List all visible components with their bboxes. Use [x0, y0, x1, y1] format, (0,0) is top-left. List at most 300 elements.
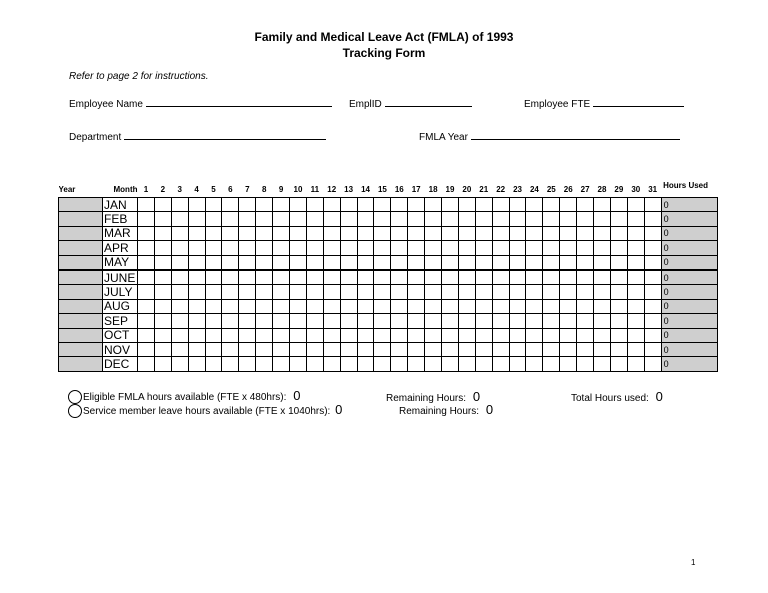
day-cell[interactable] [306, 212, 323, 226]
day-cell[interactable] [594, 255, 611, 270]
day-cell[interactable] [205, 212, 222, 226]
day-cell[interactable] [442, 255, 459, 270]
day-cell[interactable] [526, 226, 543, 240]
day-cell[interactable] [509, 212, 526, 226]
day-cell[interactable] [644, 357, 661, 371]
day-cell[interactable] [577, 226, 594, 240]
day-cell[interactable] [171, 314, 188, 328]
day-cell[interactable] [644, 285, 661, 299]
day-cell[interactable] [408, 241, 425, 255]
day-cell[interactable] [306, 328, 323, 342]
day-cell[interactable] [222, 285, 239, 299]
day-cell[interactable] [154, 270, 171, 285]
day-cell[interactable] [205, 255, 222, 270]
day-cell[interactable] [475, 357, 492, 371]
day-cell[interactable] [526, 255, 543, 270]
day-cell[interactable] [627, 314, 644, 328]
day-cell[interactable] [475, 226, 492, 240]
day-cell[interactable] [408, 342, 425, 356]
day-cell[interactable] [290, 255, 307, 270]
day-cell[interactable] [340, 357, 357, 371]
day-cell[interactable] [222, 212, 239, 226]
day-cell[interactable] [458, 299, 475, 313]
day-cell[interactable] [306, 357, 323, 371]
day-cell[interactable] [442, 285, 459, 299]
day-cell[interactable] [239, 285, 256, 299]
day-cell[interactable] [256, 328, 273, 342]
day-cell[interactable] [425, 198, 442, 212]
day-cell[interactable] [188, 255, 205, 270]
day-cell[interactable] [290, 212, 307, 226]
year-cell[interactable] [59, 270, 103, 285]
day-cell[interactable] [442, 270, 459, 285]
day-cell[interactable] [594, 226, 611, 240]
day-cell[interactable] [306, 198, 323, 212]
department-field[interactable] [69, 130, 326, 143]
day-cell[interactable] [610, 198, 627, 212]
day-cell[interactable] [222, 299, 239, 313]
day-cell[interactable] [627, 285, 644, 299]
day-cell[interactable] [391, 270, 408, 285]
day-cell[interactable] [340, 198, 357, 212]
day-cell[interactable] [577, 342, 594, 356]
day-cell[interactable] [492, 285, 509, 299]
day-cell[interactable] [205, 342, 222, 356]
day-cell[interactable] [627, 212, 644, 226]
day-cell[interactable] [290, 198, 307, 212]
day-cell[interactable] [357, 342, 374, 356]
day-cell[interactable] [577, 255, 594, 270]
day-cell[interactable] [239, 270, 256, 285]
year-cell[interactable] [59, 299, 103, 313]
day-cell[interactable] [391, 357, 408, 371]
day-cell[interactable] [323, 285, 340, 299]
day-cell[interactable] [594, 328, 611, 342]
day-cell[interactable] [171, 270, 188, 285]
day-cell[interactable] [644, 198, 661, 212]
day-cell[interactable] [374, 328, 391, 342]
day-cell[interactable] [526, 198, 543, 212]
day-cell[interactable] [357, 255, 374, 270]
day-cell[interactable] [509, 314, 526, 328]
day-cell[interactable] [138, 299, 155, 313]
day-cell[interactable] [560, 314, 577, 328]
day-cell[interactable] [577, 357, 594, 371]
day-cell[interactable] [526, 212, 543, 226]
year-cell[interactable] [59, 342, 103, 356]
day-cell[interactable] [290, 342, 307, 356]
day-cell[interactable] [256, 198, 273, 212]
day-cell[interactable] [627, 241, 644, 255]
day-cell[interactable] [357, 241, 374, 255]
day-cell[interactable] [290, 226, 307, 240]
day-cell[interactable] [425, 255, 442, 270]
day-cell[interactable] [627, 270, 644, 285]
day-cell[interactable] [290, 285, 307, 299]
day-cell[interactable] [458, 285, 475, 299]
day-cell[interactable] [138, 241, 155, 255]
day-cell[interactable] [475, 328, 492, 342]
day-cell[interactable] [138, 328, 155, 342]
day-cell[interactable] [425, 342, 442, 356]
day-cell[interactable] [138, 357, 155, 371]
day-cell[interactable] [509, 328, 526, 342]
day-cell[interactable] [154, 328, 171, 342]
day-cell[interactable] [188, 357, 205, 371]
day-cell[interactable] [560, 198, 577, 212]
day-cell[interactable] [442, 198, 459, 212]
year-cell[interactable] [59, 212, 103, 226]
day-cell[interactable] [273, 314, 290, 328]
day-cell[interactable] [323, 270, 340, 285]
day-cell[interactable] [239, 357, 256, 371]
day-cell[interactable] [273, 357, 290, 371]
day-cell[interactable] [171, 285, 188, 299]
day-cell[interactable] [340, 299, 357, 313]
day-cell[interactable] [374, 285, 391, 299]
day-cell[interactable] [138, 198, 155, 212]
day-cell[interactable] [526, 299, 543, 313]
day-cell[interactable] [425, 226, 442, 240]
day-cell[interactable] [458, 342, 475, 356]
day-cell[interactable] [475, 314, 492, 328]
day-cell[interactable] [306, 342, 323, 356]
day-cell[interactable] [577, 198, 594, 212]
day-cell[interactable] [239, 299, 256, 313]
day-cell[interactable] [526, 314, 543, 328]
day-cell[interactable] [306, 314, 323, 328]
day-cell[interactable] [357, 299, 374, 313]
day-cell[interactable] [188, 299, 205, 313]
day-cell[interactable] [273, 255, 290, 270]
day-cell[interactable] [492, 328, 509, 342]
year-cell[interactable] [59, 357, 103, 371]
day-cell[interactable] [256, 299, 273, 313]
day-cell[interactable] [374, 299, 391, 313]
day-cell[interactable] [458, 270, 475, 285]
day-cell[interactable] [273, 212, 290, 226]
day-cell[interactable] [188, 342, 205, 356]
day-cell[interactable] [458, 226, 475, 240]
day-cell[interactable] [205, 357, 222, 371]
day-cell[interactable] [560, 255, 577, 270]
day-cell[interactable] [171, 342, 188, 356]
day-cell[interactable] [306, 226, 323, 240]
day-cell[interactable] [273, 241, 290, 255]
day-cell[interactable] [154, 241, 171, 255]
day-cell[interactable] [391, 255, 408, 270]
day-cell[interactable] [408, 255, 425, 270]
day-cell[interactable] [425, 285, 442, 299]
day-cell[interactable] [610, 226, 627, 240]
day-cell[interactable] [509, 342, 526, 356]
day-cell[interactable] [408, 270, 425, 285]
day-cell[interactable] [543, 299, 560, 313]
day-cell[interactable] [594, 241, 611, 255]
day-cell[interactable] [273, 198, 290, 212]
day-cell[interactable] [273, 285, 290, 299]
day-cell[interactable] [408, 285, 425, 299]
day-cell[interactable] [509, 241, 526, 255]
day-cell[interactable] [442, 342, 459, 356]
day-cell[interactable] [205, 226, 222, 240]
day-cell[interactable] [526, 328, 543, 342]
day-cell[interactable] [560, 357, 577, 371]
day-cell[interactable] [442, 299, 459, 313]
day-cell[interactable] [306, 299, 323, 313]
day-cell[interactable] [154, 226, 171, 240]
day-cell[interactable] [594, 342, 611, 356]
day-cell[interactable] [577, 212, 594, 226]
day-cell[interactable] [543, 328, 560, 342]
day-cell[interactable] [594, 212, 611, 226]
day-cell[interactable] [256, 285, 273, 299]
day-cell[interactable] [205, 270, 222, 285]
day-cell[interactable] [357, 328, 374, 342]
day-cell[interactable] [610, 255, 627, 270]
day-cell[interactable] [171, 299, 188, 313]
day-cell[interactable] [374, 314, 391, 328]
day-cell[interactable] [239, 226, 256, 240]
day-cell[interactable] [256, 342, 273, 356]
day-cell[interactable] [594, 285, 611, 299]
day-cell[interactable] [154, 299, 171, 313]
day-cell[interactable] [256, 357, 273, 371]
day-cell[interactable] [239, 241, 256, 255]
day-cell[interactable] [290, 357, 307, 371]
day-cell[interactable] [340, 285, 357, 299]
day-cell[interactable] [306, 255, 323, 270]
day-cell[interactable] [188, 198, 205, 212]
day-cell[interactable] [442, 314, 459, 328]
day-cell[interactable] [425, 299, 442, 313]
day-cell[interactable] [509, 198, 526, 212]
day-cell[interactable] [138, 255, 155, 270]
day-cell[interactable] [205, 241, 222, 255]
day-cell[interactable] [290, 270, 307, 285]
day-cell[interactable] [154, 255, 171, 270]
day-cell[interactable] [391, 285, 408, 299]
day-cell[interactable] [340, 328, 357, 342]
year-cell[interactable] [59, 198, 103, 212]
day-cell[interactable] [391, 226, 408, 240]
day-cell[interactable] [154, 314, 171, 328]
day-cell[interactable] [492, 226, 509, 240]
day-cell[interactable] [425, 212, 442, 226]
day-cell[interactable] [644, 314, 661, 328]
day-cell[interactable] [374, 198, 391, 212]
day-cell[interactable] [138, 314, 155, 328]
day-cell[interactable] [509, 299, 526, 313]
day-cell[interactable] [188, 314, 205, 328]
day-cell[interactable] [526, 270, 543, 285]
day-cell[interactable] [340, 255, 357, 270]
day-cell[interactable] [560, 212, 577, 226]
day-cell[interactable] [273, 342, 290, 356]
day-cell[interactable] [594, 357, 611, 371]
day-cell[interactable] [256, 314, 273, 328]
day-cell[interactable] [442, 328, 459, 342]
day-cell[interactable] [357, 270, 374, 285]
day-cell[interactable] [492, 314, 509, 328]
day-cell[interactable] [138, 212, 155, 226]
day-cell[interactable] [340, 241, 357, 255]
day-cell[interactable] [273, 270, 290, 285]
day-cell[interactable] [323, 241, 340, 255]
day-cell[interactable] [594, 270, 611, 285]
year-cell[interactable] [59, 328, 103, 342]
day-cell[interactable] [374, 226, 391, 240]
day-cell[interactable] [391, 241, 408, 255]
day-cell[interactable] [323, 226, 340, 240]
day-cell[interactable] [222, 328, 239, 342]
year-cell[interactable] [59, 241, 103, 255]
day-cell[interactable] [323, 357, 340, 371]
day-cell[interactable] [425, 328, 442, 342]
day-cell[interactable] [391, 328, 408, 342]
day-cell[interactable] [475, 198, 492, 212]
fmla-year-blank[interactable] [471, 130, 680, 140]
day-cell[interactable] [425, 241, 442, 255]
day-cell[interactable] [171, 255, 188, 270]
day-cell[interactable] [154, 285, 171, 299]
day-cell[interactable] [509, 226, 526, 240]
day-cell[interactable] [290, 299, 307, 313]
day-cell[interactable] [273, 226, 290, 240]
day-cell[interactable] [188, 328, 205, 342]
day-cell[interactable] [222, 342, 239, 356]
day-cell[interactable] [560, 285, 577, 299]
day-cell[interactable] [408, 198, 425, 212]
year-cell[interactable] [59, 226, 103, 240]
day-cell[interactable] [188, 212, 205, 226]
day-cell[interactable] [391, 212, 408, 226]
fmla-year-field[interactable] [419, 130, 680, 143]
day-cell[interactable] [492, 270, 509, 285]
day-cell[interactable] [543, 357, 560, 371]
day-cell[interactable] [374, 241, 391, 255]
day-cell[interactable] [239, 328, 256, 342]
day-cell[interactable] [627, 328, 644, 342]
day-cell[interactable] [458, 328, 475, 342]
day-cell[interactable] [492, 255, 509, 270]
day-cell[interactable] [408, 299, 425, 313]
day-cell[interactable] [205, 285, 222, 299]
day-cell[interactable] [526, 285, 543, 299]
day-cell[interactable] [357, 212, 374, 226]
day-cell[interactable] [543, 342, 560, 356]
day-cell[interactable] [644, 328, 661, 342]
day-cell[interactable] [205, 314, 222, 328]
day-cell[interactable] [560, 342, 577, 356]
day-cell[interactable] [290, 314, 307, 328]
day-cell[interactable] [543, 198, 560, 212]
day-cell[interactable] [627, 255, 644, 270]
day-cell[interactable] [374, 342, 391, 356]
day-cell[interactable] [171, 328, 188, 342]
day-cell[interactable] [154, 212, 171, 226]
day-cell[interactable] [323, 342, 340, 356]
day-cell[interactable] [526, 357, 543, 371]
day-cell[interactable] [577, 285, 594, 299]
day-cell[interactable] [475, 241, 492, 255]
day-cell[interactable] [543, 241, 560, 255]
day-cell[interactable] [188, 241, 205, 255]
day-cell[interactable] [357, 198, 374, 212]
year-cell[interactable] [59, 255, 103, 270]
day-cell[interactable] [577, 299, 594, 313]
day-cell[interactable] [138, 270, 155, 285]
day-cell[interactable] [374, 212, 391, 226]
day-cell[interactable] [205, 299, 222, 313]
day-cell[interactable] [138, 285, 155, 299]
day-cell[interactable] [205, 198, 222, 212]
day-cell[interactable] [323, 212, 340, 226]
day-cell[interactable] [492, 241, 509, 255]
day-cell[interactable] [442, 212, 459, 226]
day-cell[interactable] [256, 212, 273, 226]
day-cell[interactable] [171, 357, 188, 371]
day-cell[interactable] [610, 285, 627, 299]
day-cell[interactable] [323, 299, 340, 313]
day-cell[interactable] [408, 226, 425, 240]
day-cell[interactable] [475, 285, 492, 299]
year-cell[interactable] [59, 285, 103, 299]
day-cell[interactable] [610, 299, 627, 313]
day-cell[interactable] [239, 314, 256, 328]
day-cell[interactable] [442, 241, 459, 255]
day-cell[interactable] [222, 255, 239, 270]
day-cell[interactable] [594, 314, 611, 328]
day-cell[interactable] [374, 270, 391, 285]
day-cell[interactable] [357, 285, 374, 299]
day-cell[interactable] [391, 299, 408, 313]
day-cell[interactable] [492, 198, 509, 212]
employee-fte-field[interactable] [524, 97, 684, 110]
day-cell[interactable] [526, 342, 543, 356]
day-cell[interactable] [610, 212, 627, 226]
day-cell[interactable] [458, 212, 475, 226]
day-cell[interactable] [442, 357, 459, 371]
day-cell[interactable] [239, 255, 256, 270]
day-cell[interactable] [560, 328, 577, 342]
day-cell[interactable] [475, 255, 492, 270]
day-cell[interactable] [543, 226, 560, 240]
day-cell[interactable] [577, 241, 594, 255]
day-cell[interactable] [594, 299, 611, 313]
day-cell[interactable] [458, 241, 475, 255]
day-cell[interactable] [442, 226, 459, 240]
day-cell[interactable] [222, 357, 239, 371]
day-cell[interactable] [627, 299, 644, 313]
day-cell[interactable] [273, 328, 290, 342]
day-cell[interactable] [610, 314, 627, 328]
day-cell[interactable] [256, 255, 273, 270]
day-cell[interactable] [357, 226, 374, 240]
day-cell[interactable] [374, 255, 391, 270]
emplid-field[interactable] [349, 97, 472, 110]
emplid-blank[interactable] [385, 97, 472, 107]
day-cell[interactable] [577, 270, 594, 285]
day-cell[interactable] [138, 226, 155, 240]
day-cell[interactable] [644, 270, 661, 285]
day-cell[interactable] [239, 342, 256, 356]
employee-name-field[interactable] [69, 97, 332, 110]
day-cell[interactable] [458, 314, 475, 328]
day-cell[interactable] [357, 357, 374, 371]
day-cell[interactable] [222, 241, 239, 255]
day-cell[interactable] [458, 255, 475, 270]
